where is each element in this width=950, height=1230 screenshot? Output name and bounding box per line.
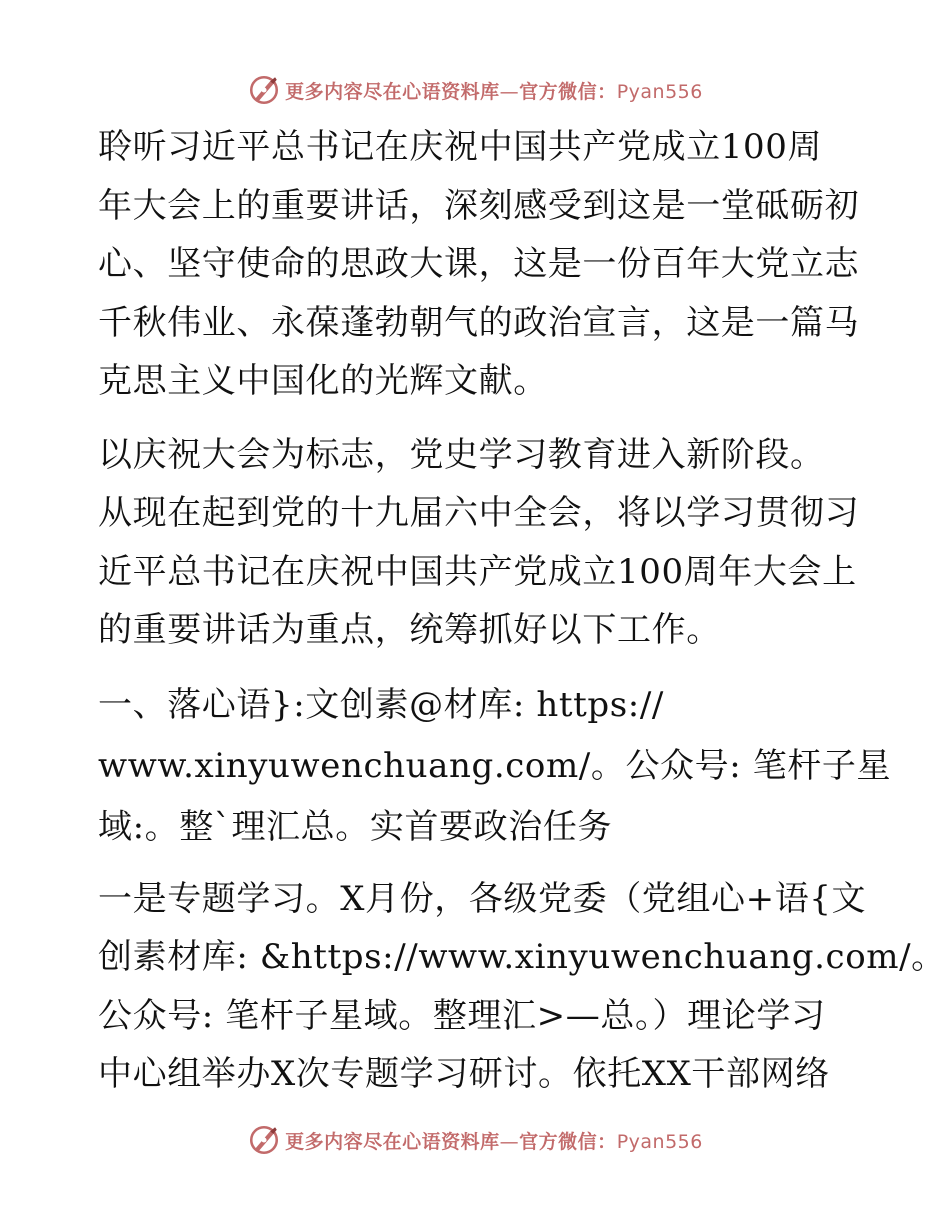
pen-logo-icon: [247, 1123, 281, 1157]
paragraph-3: [98, 675, 892, 858]
footer-wechat-id: Pyan556: [616, 1130, 703, 1153]
header-dash: —: [499, 80, 520, 103]
document-body: [98, 118, 946, 1104]
header-wechat-label: 官方微信：: [519, 80, 617, 103]
text-line: 年大会上的重要讲话，深刻感受到这是一堂砥砺初: [98, 185, 860, 226]
paragraph-1: [98, 118, 858, 411]
header-banner: [0, 70, 950, 110]
footer-banner-text: [285, 1127, 703, 1154]
footer-banner-inner: [247, 1123, 703, 1157]
text-line: 的重要讲话为重点，统筹抓好以下工作。: [98, 610, 721, 650]
text-line: 一是专题学习。X月份，各级党委（党组心+语{文: [98, 878, 867, 919]
text-line: 公众号: 笔杆子星域。整理汇>—总。）理论学习: [98, 995, 826, 1036]
header-banner-inner: [247, 73, 703, 107]
text-line: 近平总书记在庆祝中国共产党成立100周年大会上: [98, 551, 857, 592]
text-line: 从现在起到党的十九届六中全会，将以学习贯彻习: [98, 493, 860, 533]
text-line: 一、落心语}:文创素@材库: https://: [98, 684, 664, 725]
text-line: 心、坚守使命的思政大课，这是一份百年大党立志: [98, 244, 860, 284]
text-line: 中心组举办X次专题学习研讨。依托XX干部网络: [98, 1054, 830, 1094]
header-source-text: 更多内容尽在心语资料库: [285, 80, 500, 103]
text-line: 千秋伟业、永葆蓬勃朝气的政治宣言，这是一篇马: [98, 302, 860, 343]
text-line: 聆听习近平总书记在庆祝中国共产党成立100周: [98, 127, 823, 167]
text-line: 克思主义中国化的光辉文献。: [98, 361, 548, 401]
text-line: 以庆祝大会为标志，党史学习教育进入新阶段。: [98, 434, 825, 475]
footer-source-text: 更多内容尽在心语资料库: [285, 1130, 500, 1153]
footer-dash: —: [499, 1130, 520, 1153]
paragraph-4: [98, 870, 946, 1104]
header-wechat-id: Pyan556: [616, 80, 703, 103]
footer-banner: [0, 1120, 950, 1160]
pen-logo-icon: [247, 73, 281, 107]
text-line: www.xinyuwenchuang.com/。公众号: 笔杆子星: [98, 745, 892, 786]
paragraph-2: [98, 426, 858, 660]
text-line: 域:。整`理汇总。实首要政治任务: [98, 806, 613, 847]
footer-wechat-label: 官方微信：: [519, 1130, 617, 1153]
header-banner-text: [285, 77, 703, 104]
text-line: 创素材库: &https://www.xinyuwenchuang.com/。: [98, 937, 946, 977]
